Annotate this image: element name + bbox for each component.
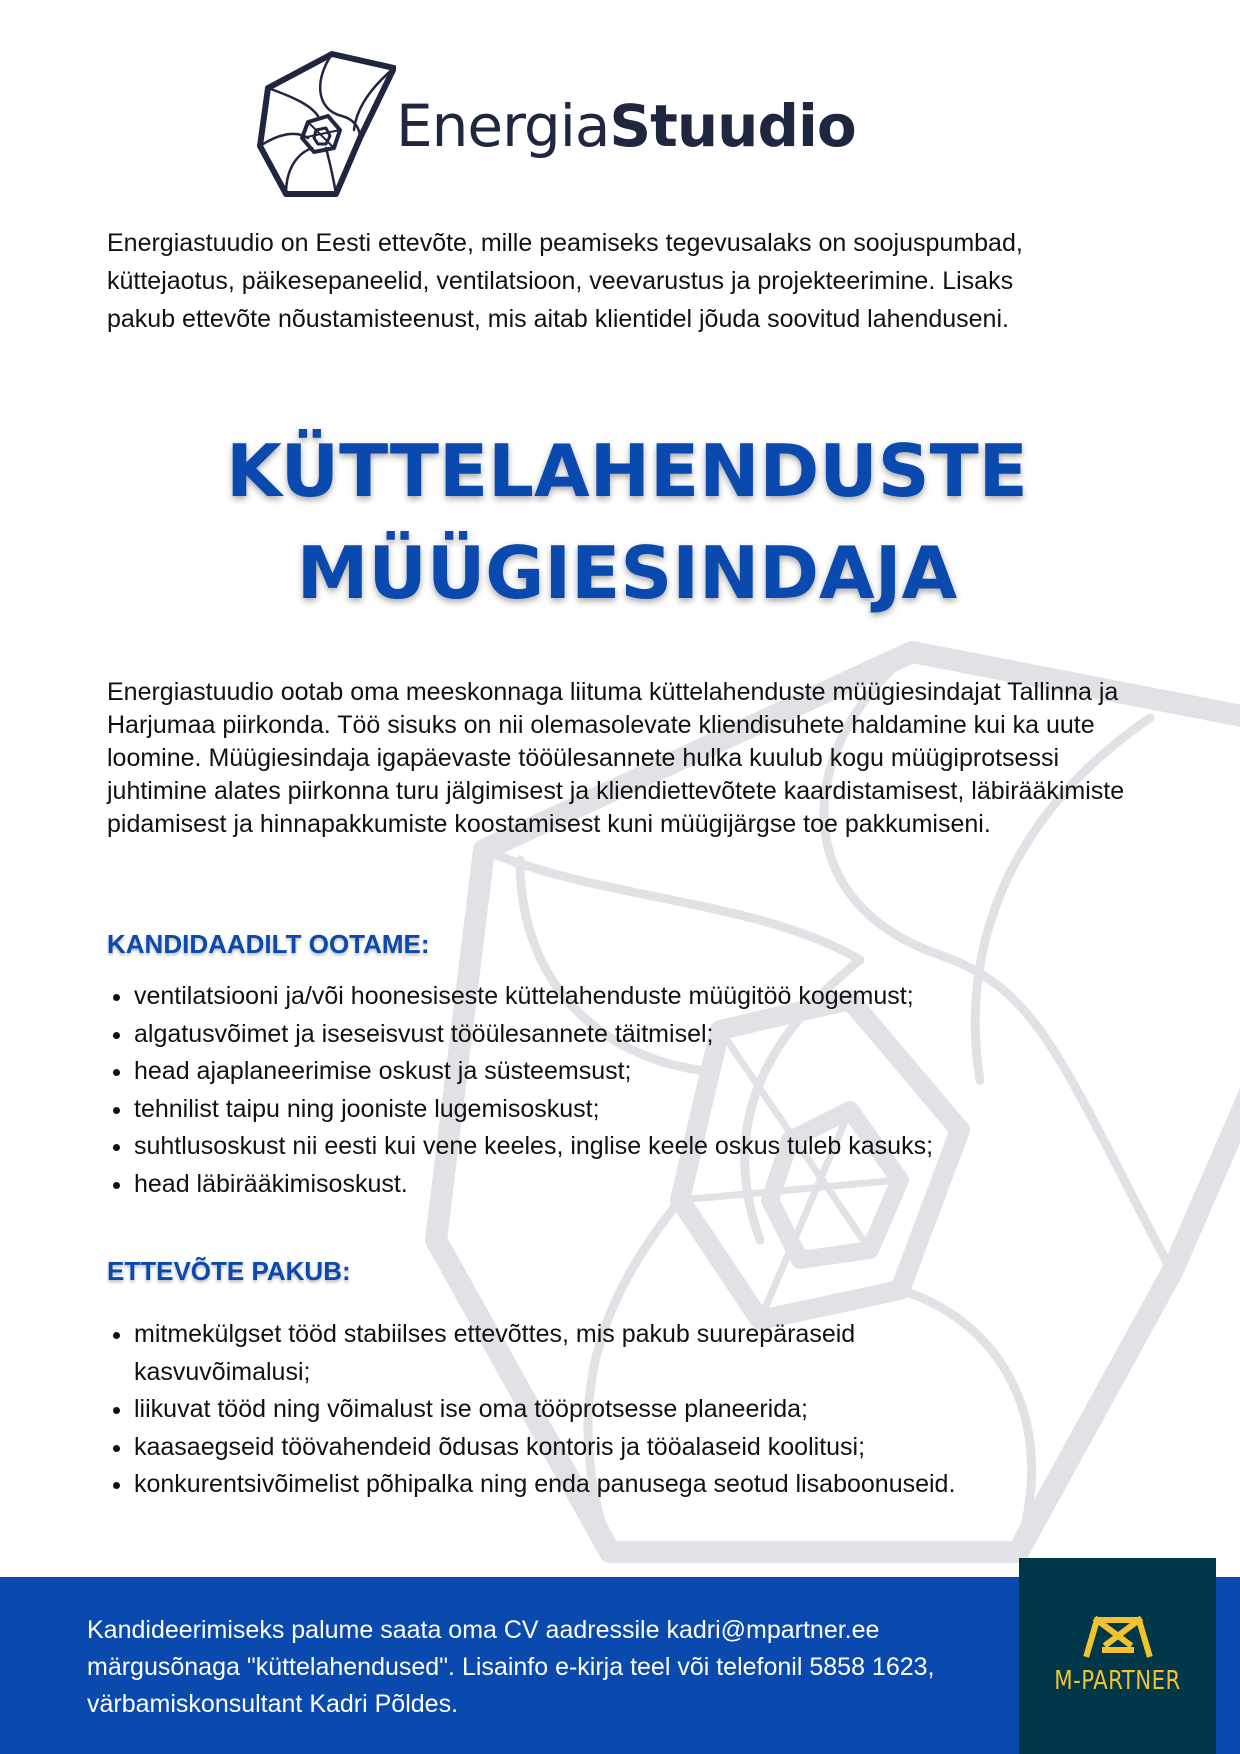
list-item: • suhtlusoskust nii eesti kui vene keeles, inglise keele oskus tuleb kasuks; [134, 1128, 1154, 1166]
company-name-light: Energia [396, 92, 610, 160]
list-item: • head läbirääkimisoskust. [134, 1166, 1154, 1204]
list-item: • mitmekülgset tööd stabiilses ettevõttes, mis pakub suurepäraseid kasvuvõimalusi; [134, 1316, 1014, 1391]
spiral-hexagon-icon [256, 50, 396, 200]
list-item: • konkurentsivõimelist põhipalka ning enda panusega seotud lisaboonuseid. [134, 1466, 1014, 1504]
intro-paragraph: Energiastuudio on Eesti ettevõte, mille peamiseks tegevusalaks on soojuspumbad, küttejaotus, päikesepaneelid, ventilatsioon, veevarustus ja projekteerimine. Lisaks pakub ettevõte nõustamisteenust, mis aitab klientidel jõuda soovitud lahenduseni. [107, 229, 1023, 333]
offer-list [107, 1316, 1014, 1504]
requirements-list [107, 978, 1154, 1203]
company-name-bold: Stuudio [609, 92, 856, 160]
m-partner-logo-icon [1083, 1614, 1153, 1658]
company-name [396, 92, 856, 160]
list-item: • liikuvat tööd ning võimalust ise oma tööprotsesse planeerida; [134, 1391, 1014, 1429]
job-title [0, 420, 1240, 624]
job-title-line-2: MÜÜGIESINDAJA [296, 531, 958, 615]
m-partner-badge [1019, 1558, 1216, 1754]
list-item: • kaasaegseid töövahendeid õdusas kontoris ja tööalaseid koolitusi; [134, 1429, 1014, 1467]
list-item: • algatusvõimet ja iseseisvust tööülesannete täitmisel; [134, 1016, 1154, 1054]
list-item: • tehnilist taipu ning jooniste lugemisoskust; [134, 1091, 1154, 1129]
job-title-line-1: KÜTTELAHENDUSTE [226, 429, 1028, 513]
list-item: • ventilatsiooni ja/või hoonesiseste küttelahenduste müügitöö kogemust; [134, 978, 1154, 1016]
application-instructions: Kandideerimiseks palume saata oma CV aadressile kadri@mpartner.ee märgusõnaga "küttelahendused". Lisainfo e-kirja teel või telefonil 5858 1623, värbamiskonsultant Kadri Põldes. [87, 1616, 935, 1718]
requirements-heading: KANDIDAADILT OOTAME: [107, 929, 430, 959]
m-partner-name: M-PARTNER [1054, 1666, 1181, 1696]
offer-heading: ETTEVÕTE PAKUB: [107, 1256, 351, 1286]
list-item: • head ajaplaneerimise oskust ja süsteemsust; [134, 1053, 1154, 1091]
job-description: Energiastuudio ootab oma meeskonnaga liituma küttelahenduste müügiesindajat Tallinna ja Harjumaa piirkonda. Töö sisuks on nii olemasolevate kliendisuhete haldamine kui ka uute loomine. Müügiesindaja igapäevaste tööülesannete hulka kuulub kogu müügiprotsessi juhtimine alates piirkonna turu jälgimisest ja kliendiettevõtete kaardistamisest, läbirääkimiste pidamisest ja hinnapakkumiste koostamisest kuni müügijärgse toe pakkumiseni. [107, 678, 1125, 838]
energiastuudio-logo [256, 50, 856, 200]
